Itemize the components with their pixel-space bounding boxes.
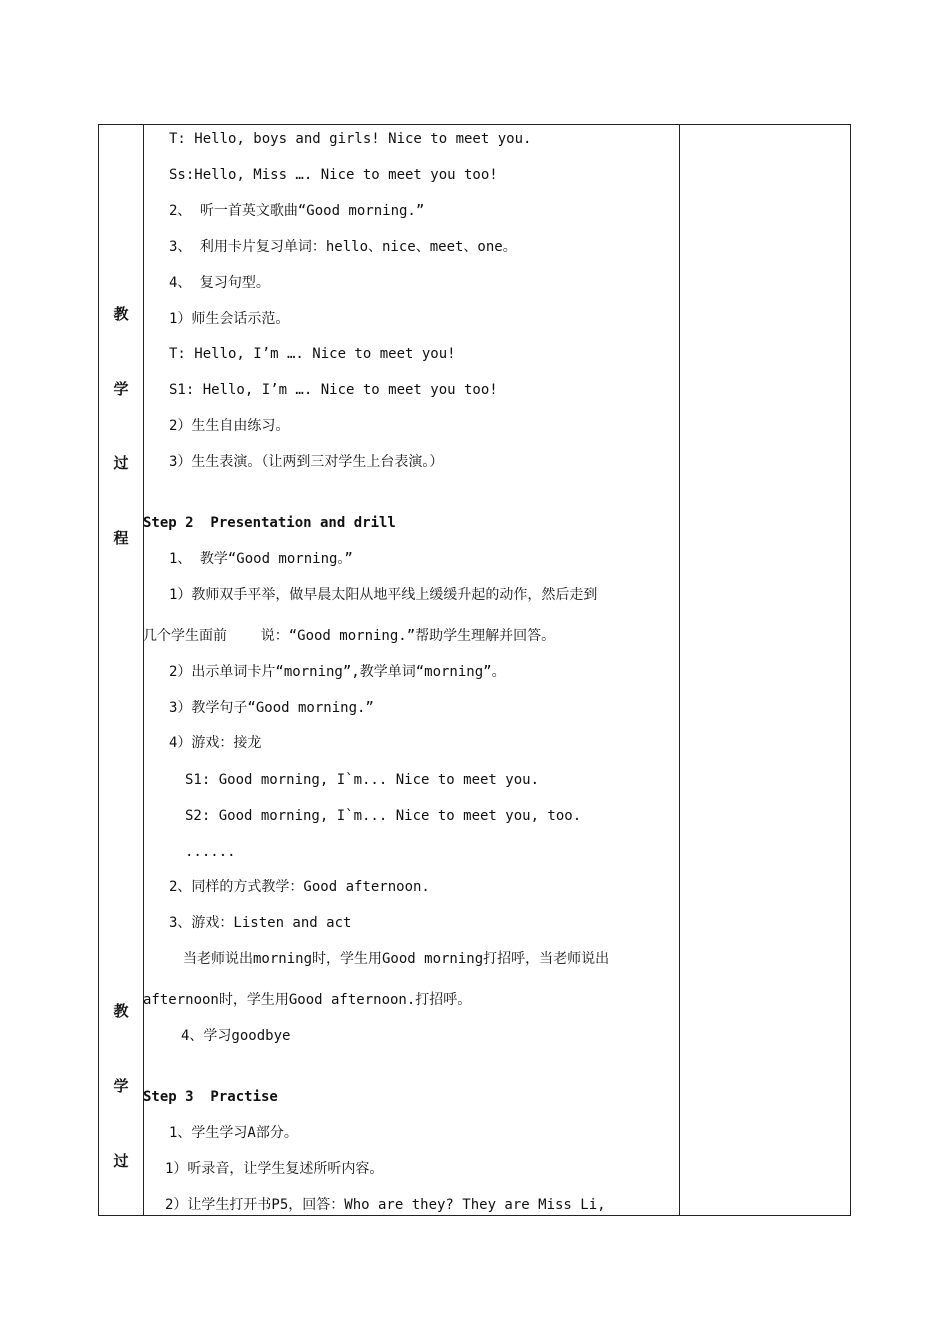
side-label-char: 教 bbox=[113, 305, 129, 323]
content-line: 1）教师双手平举，做早晨太阳从地平线上缓缓升起的动作，然后走到 bbox=[169, 587, 598, 603]
content-line: afternoon时，学生用Good afternoon.打招呼。 bbox=[143, 992, 472, 1008]
content-line: 2）出示单词卡片“morning”,教学单词“morning”。 bbox=[169, 664, 506, 680]
content-line: 1、学生学习A部分。 bbox=[169, 1125, 298, 1141]
side-label-char: 学 bbox=[113, 380, 129, 398]
content-line: Ss:Hello, Miss …. Nice to meet you too! bbox=[169, 167, 498, 183]
content-line: 4、 复习句型。 bbox=[169, 275, 270, 291]
step-heading: Step 2 Presentation and drill bbox=[143, 515, 396, 531]
content-line: 1）听录音，让学生复述所听内容。 bbox=[165, 1161, 384, 1177]
content-line: 4、学习goodbye bbox=[181, 1028, 291, 1044]
column-divider-left bbox=[143, 125, 144, 1215]
side-label-char: 程 bbox=[113, 529, 129, 547]
content-line: T: Hello, boys and girls! Nice to meet you. bbox=[169, 131, 532, 147]
content-line: 3）教学句子“Good morning.” bbox=[169, 700, 374, 716]
content-line: 2、同样的方式教学：Good afternoon. bbox=[169, 879, 430, 895]
content-line: S2: Good morning, I`m... Nice to meet you, too. bbox=[185, 808, 582, 824]
content-line: 2）让学生打开书P5，回答：Who are they? They are Miss Li, bbox=[165, 1197, 606, 1213]
content-line: S1: Good morning, I`m... Nice to meet you. bbox=[185, 772, 540, 788]
content-line: 1、 教学“Good morning。” bbox=[169, 551, 353, 567]
content-line: 3、游戏：Listen and act bbox=[169, 915, 352, 931]
side-label-char: 学 bbox=[113, 1077, 129, 1095]
step-heading: Step 3 Practise bbox=[143, 1089, 278, 1105]
content-line: 当老师说出morning时，学生用Good morning打招呼，当老师说出 bbox=[183, 951, 610, 967]
content-line: 2、 听一首英文歌曲“Good morning.” bbox=[169, 203, 425, 219]
lesson-plan-table bbox=[98, 124, 851, 1216]
side-label-char: 过 bbox=[113, 1152, 129, 1170]
content-line: 2）生生自由练习。 bbox=[169, 418, 290, 434]
content-line: ...... bbox=[185, 844, 236, 860]
content-line: 4）游戏：接龙 bbox=[169, 735, 262, 751]
side-label-char: 过 bbox=[113, 454, 129, 472]
content-line: 3、 利用卡片复习单词：hello、nice、meet、one。 bbox=[169, 239, 517, 255]
content-line: 3）生生表演。（让两到三对学生上台表演。） bbox=[169, 454, 444, 470]
content-line: 1）师生会话示范。 bbox=[169, 311, 290, 327]
side-label-char: 教 bbox=[113, 1002, 129, 1020]
content-line: 几个学生面前 说：“Good morning.”帮助学生理解并回答。 bbox=[143, 628, 556, 644]
column-divider-right bbox=[679, 125, 680, 1215]
content-line: S1: Hello, I’m …. Nice to meet you too! bbox=[169, 382, 498, 398]
content-line: T: Hello, I’m …. Nice to meet you! bbox=[169, 346, 456, 362]
